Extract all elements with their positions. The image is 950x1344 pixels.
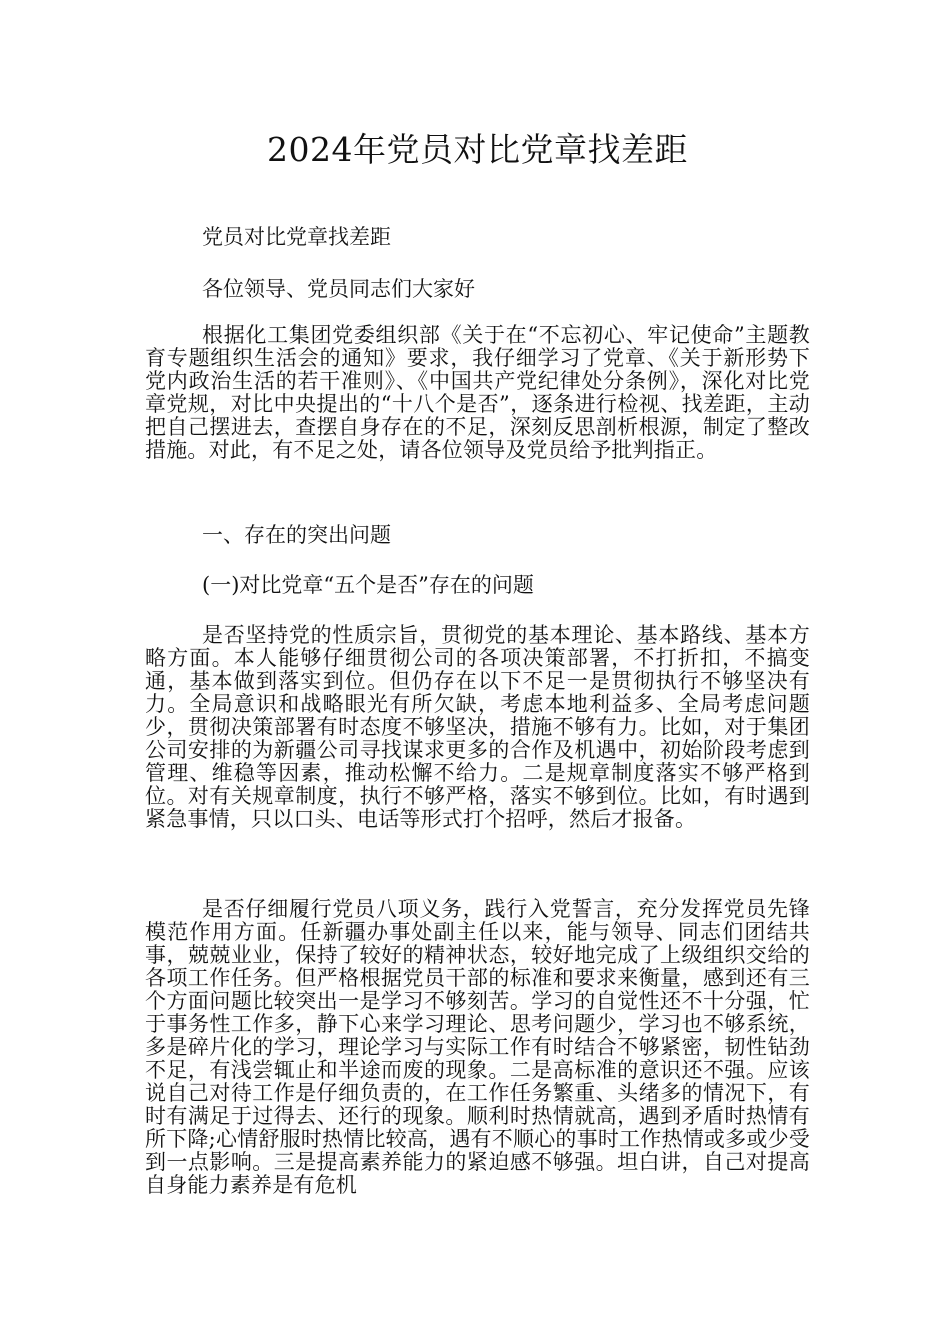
subsection-heading: (一)对比党章“五个是否”存在的问题 <box>202 573 534 597</box>
section-heading: 一、存在的突出问题 <box>202 523 391 547</box>
greeting-line: 各位领导、党员同志们大家好 <box>202 277 475 301</box>
body-paragraph-2: 是否仔细履行党员八项义务，践行入党誓言，充分发挥党员先锋模范作用方面。任新疆办事处副主任以来，能与领导、同志们团结共事，兢兢业业，保持了较好的精神状态，较好地完成了上级组织交给的各项工作任务。但严格根据党员干部的标准和要求来衡量，感到还有三个方面问题比较突出一是学习不够刻苦。学习的自觉性还不十分强，忙于事务性工作多，静下心来学习理论、思考问题少，学习也不够系统，多是碎片化的学习，理论学习与实际工作有时结合不够紧密，韧性钻劲不足，有浅尝辄止和半途而废的现象。二是高标准的意识还不强。应该说自己对待工作是仔细负责的，在工作任务繁重、头绪多的情况下，有时有满足于过得去、还行的现象。顺利时热情就高，遇到矛盾时热情有所下降;心情舒服时热情比较高，遇有不顺心的事时工作热情或多或少受到一点影响。三是提高素养能力的紧迫感不够强。坦白讲，自己对提高自身能力素养是有危机 <box>145 897 810 1197</box>
document-title: 2024年党员对比党章找差距 <box>267 130 688 169</box>
document-subtitle: 党员对比党章找差距 <box>202 225 391 249</box>
body-paragraph-1: 是否坚持党的性质宗旨，贯彻党的基本理论、基本路线、基本方略方面。本人能够仔细贯彻公司的各项决策部署，不打折扣，不搞变通，基本做到落实到位。但仍存在以下不足一是贯彻执行不够坚决有力。全局意识和战略眼光有所欠缺，考虑本地利益多、全局考虑问题少，贯彻决策部署有时态度不够坚决，措施不够有力。比如，对于集团公司安排的为新疆公司寻找谋求更多的合作及机遇中，初始阶段考虑到管理、维稳等因素，推动松懈不给力。二是规章制度落实不够严格到位。对有关规章制度，执行不够严格，落实不够到位。比如，有时遇到紧急事情，只以口头、电话等形式打个招呼，然后才报备。 <box>145 623 810 831</box>
intro-paragraph: 根据化工集团党委组织部《关于在“不忘初心、牢记使命”主题教育专题组织生活会的通知》要求，我仔细学习了党章、《关于新形势下党内政治生活的若干准则》、《中国共产党纪律处分条例》，深化对比党章党规，对比中央提出的“十八个是否”，逐条进行检视、找差距，主动把自己摆进去，查摆自身存在的不足，深刻反思剖析根源，制定了整改措施。对此，有不足之处，请各位领导及党员给予批判指正。 <box>145 323 810 462</box>
